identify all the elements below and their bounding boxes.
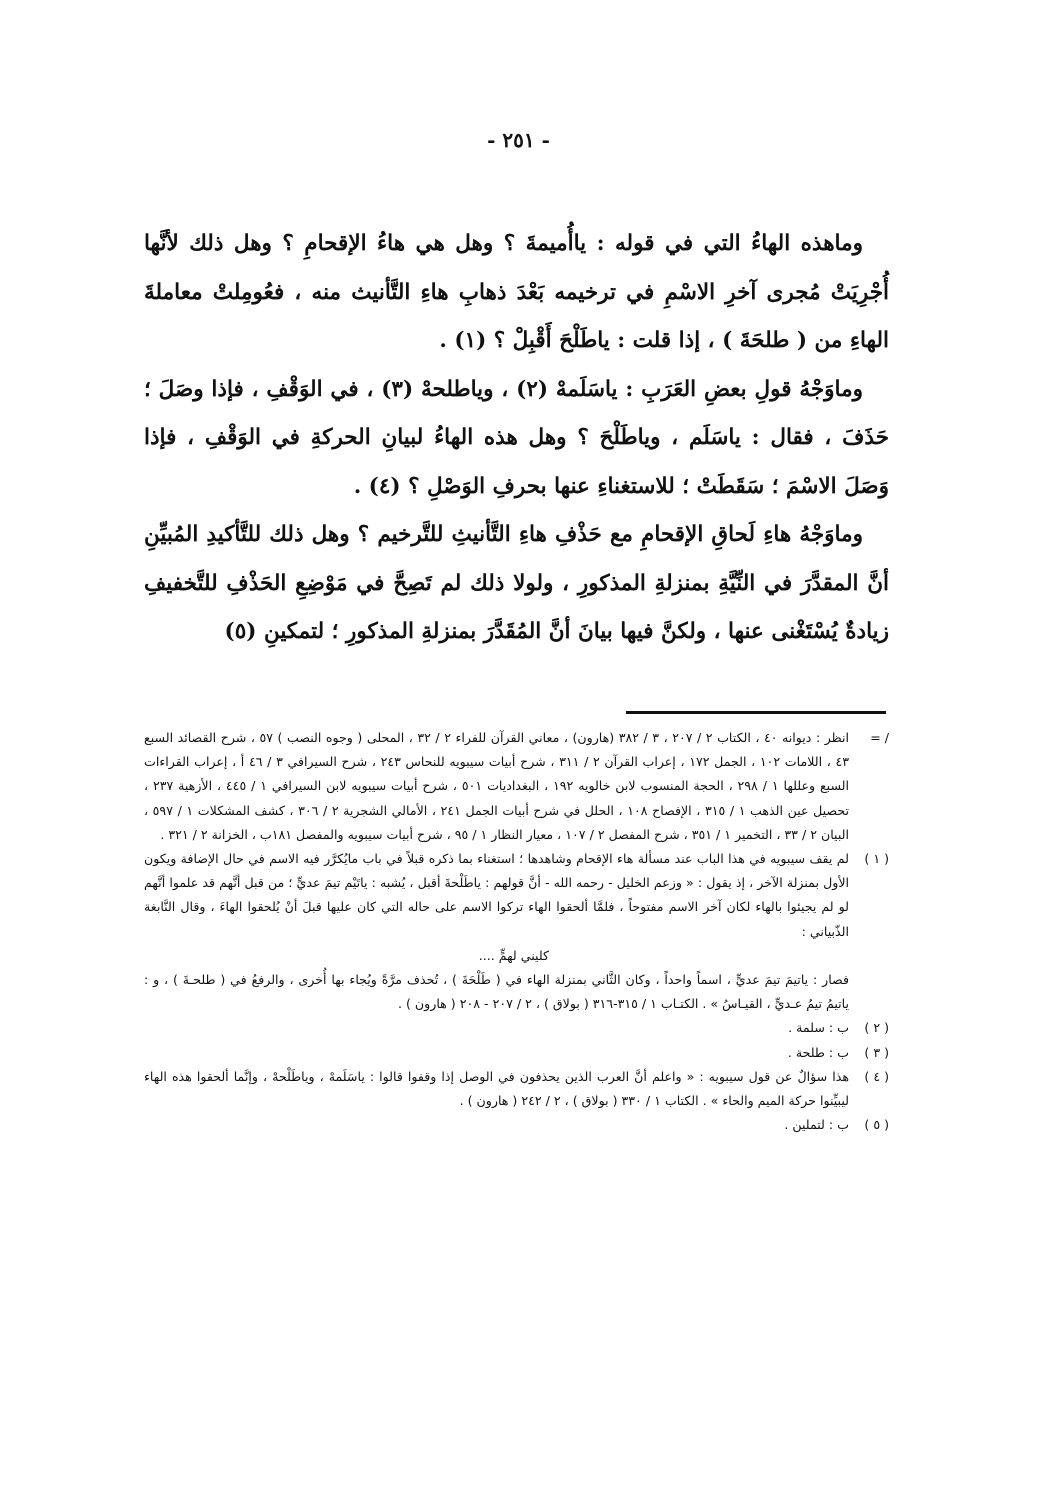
footnotes	[144, 726, 889, 1137]
paragraph: وماوَجْهُ قولِ بعضِ العَرَبِ : ياسَلَمهْ (٢) ، وياطلحهْ (٣) ، في الوَقْفِ ، فإذا وصَلَ ؛ حَذَفَ ، فقال : ياسَلَم ، وياطَلْحَ ؟ وهل هذه الهاءُ لبيانِ الحركةِ في الوَقْفِ ، فإذا وَصَلَ الاسْمَ ؛ سَقَطَتْ ؛ للاستغناءِ عنها بحرفِ الوَصْلِ ؟ (٤) .	[144, 376, 889, 499]
footnote-2	[144, 1016, 889, 1040]
paragraph: وماهذه الهاءُ التي في قوله : ياأُميمةَ ؟ وهل هي هاءُ الإقحامِ ؟ وهل ذلك لأنَّها أُجْرِيَتْ مُجرى آخرِ الاسْمِ في ترخيمه بَعْدَ ذهابِ هاءِ التَّأنيث منه ، فعُومِلتْ معاملةَ الهاءِ من ( طلحَةَ ) ، إذا قلت : ياطَلْحَ أَقْبِلْ ؟ (١) .	[144, 231, 889, 353]
paragraph: وماوَجْهُ هاءِ لَحاقِ الإقحامِ مع حَذْفِ هاءِ التَّأنيثِ للتَّرخيم ؟ وهل ذلك للتَّأكيدِ المُبيِّنِ أنَّ المقدَّرَ في النِّيَّةِ بمنزلةِ المذكورِ ، ولولا ذلك لم تَصِحَّ في مَوْضِعِ الحَذْفِ للتَّخفيفِ زيادةٌ يُسْتَغْنى عنها ، ولكنَّ فيها بيانَ أنَّ المُقَدَّرَ بمنزلةِ المذكورِ ؛ لتمكينِ (٥)	[144, 522, 889, 644]
footnote-number: ( ٣ )	[864, 1044, 889, 1060]
footnote-text: ب : طلحة .	[787, 1044, 849, 1060]
footnote-text: فصار : ياتيمَ تيمَ عديٍّ ، اسماً واحداً ، وكان الثَّاني بمنزلة الهاء في ( طَلْحَةَ ) ، تُحذف مرَّةً ويُجاء بها أُخرى ، والرفعُ في ( طلحـةَ ) ، و : ياتيمُ تيمُ عـديٍّ ، القيـاسُ » . الكتـاب ١ / ٣١٥-٣١٦ ( بولاق ) ، ٢ / ٢٠٧ - ٢٠٨ ( هارون ) .	[144, 972, 849, 1012]
footnote-4	[144, 1065, 889, 1113]
footnote-5	[144, 1113, 889, 1137]
footnote-number: / =	[870, 730, 889, 745]
footnote-3	[144, 1041, 889, 1065]
main-text	[144, 220, 889, 657]
footnote-poem-line: كليني لهمٍّ ....	[478, 947, 549, 963]
footnote-text: انظر : ديوانه ٤٠ ، الكتاب ٢ / ٢٠٧ ، ٣ / ٣٨٢ (هارون) ، معاني القرآن للفراء ٢ / ٣٢ ، المحلى ( وجوه النصب ) ٥٧ ، شرح القصائد السبع ٤٣ ، اللامات ١٠٢ ، الجمل ١٧٢ ، إعراب القرآن ٢ / ٣١١ ، شرح أبيات سيبويه للنحاس ٢٤٣ ، شرح السيرافي ٣ / ٤٦ أ ، إعراب القراءات السبع وعللها ١ / ٢٩٨ ، الحجة المنسوب لابن خالويه ١٩٢ ، البغداديات ٥٠١ ، شرح أبيات سيبويه لابن السيرافي ١ / ٤٤٥ ، الأزهية ٢٣٧ ، تحصيل عين الذهب ١ / ٣١٥ ، الإفصاح ١٠٨ ، الحلل في شرح أبيات الجمل ٢٤١ ، الأمالي الشجرية ٢ / ٣٠٦ ، كشف المشكلات ١ / ٥٩٧ ، البيان ٢ / ٣٣ ، التخمير ١ / ٣٥١ ، شرح المفصل ٢ / ١٠٧ ، معيار النظار ١ / ٩٥ ، شرح أبيات سيبويه والمفصل ١٨١ب ، الخزانة ٢ / ٣٢١ .	[144, 730, 850, 842]
footnote-text: هذا سؤالٌ عن قول سيبويه : « واعلم أنَّ العرب الذين يحذفون في الوصل إذا وقفوا قالوا : ياسَلَمهْ ، وياطَلْحهْ ، وإنَّما ألحقوا هذه الهاء ليبيِّنوا حركة الميم والحاء » . الكتاب ١ / ٣٣٠ ( بولاق ) ، ٢ / ٢٤٢ ( هارون ) .	[144, 1068, 849, 1109]
footnote-text: ب : سلمة .	[788, 1020, 849, 1036]
footnote-1	[144, 847, 889, 1016]
footnote-text: لم يقف سيبويه في هذا الباب عند مسألة هاء الإقحام وشاهدها ؛ استغناء بما ذكره قبلاً في باب مايُكرَّر فيه الاسم في حال الإضافة ويكون الأول بمنزلة الآخر ، إذ يقول : « وزعم الخليل - رحمه الله - أنَّ قولهم : ياطَلْحةَ أقبل ، يُشبه : ياتَيْم تيمَ عديٍّ ؛ من قبل أنَّهم قد علموا أنَّهم لو لم يجيئوا بالهاء لكان آخر الاسم مفتوحاً ، فلمَّا ألحقوا الهاء تركوا الاسم على حاله التي كان عليها قبلَ أنْ يُلحقوا الهاءَ ، وقال النَّابغة الذّبياني :	[144, 851, 849, 939]
footnote-number: ( ١ )	[864, 851, 889, 867]
footnote-continued	[144, 726, 889, 847]
footnote-text: ب : لتملين .	[784, 1117, 849, 1133]
footnote-separator	[626, 711, 886, 714]
footnote-number: ( ٥ )	[864, 1117, 889, 1133]
footnote-number: ( ٢ )	[864, 1020, 889, 1036]
page-number: - ٢٥١ -	[487, 128, 550, 152]
footnote-number: ( ٤ )	[864, 1068, 889, 1084]
